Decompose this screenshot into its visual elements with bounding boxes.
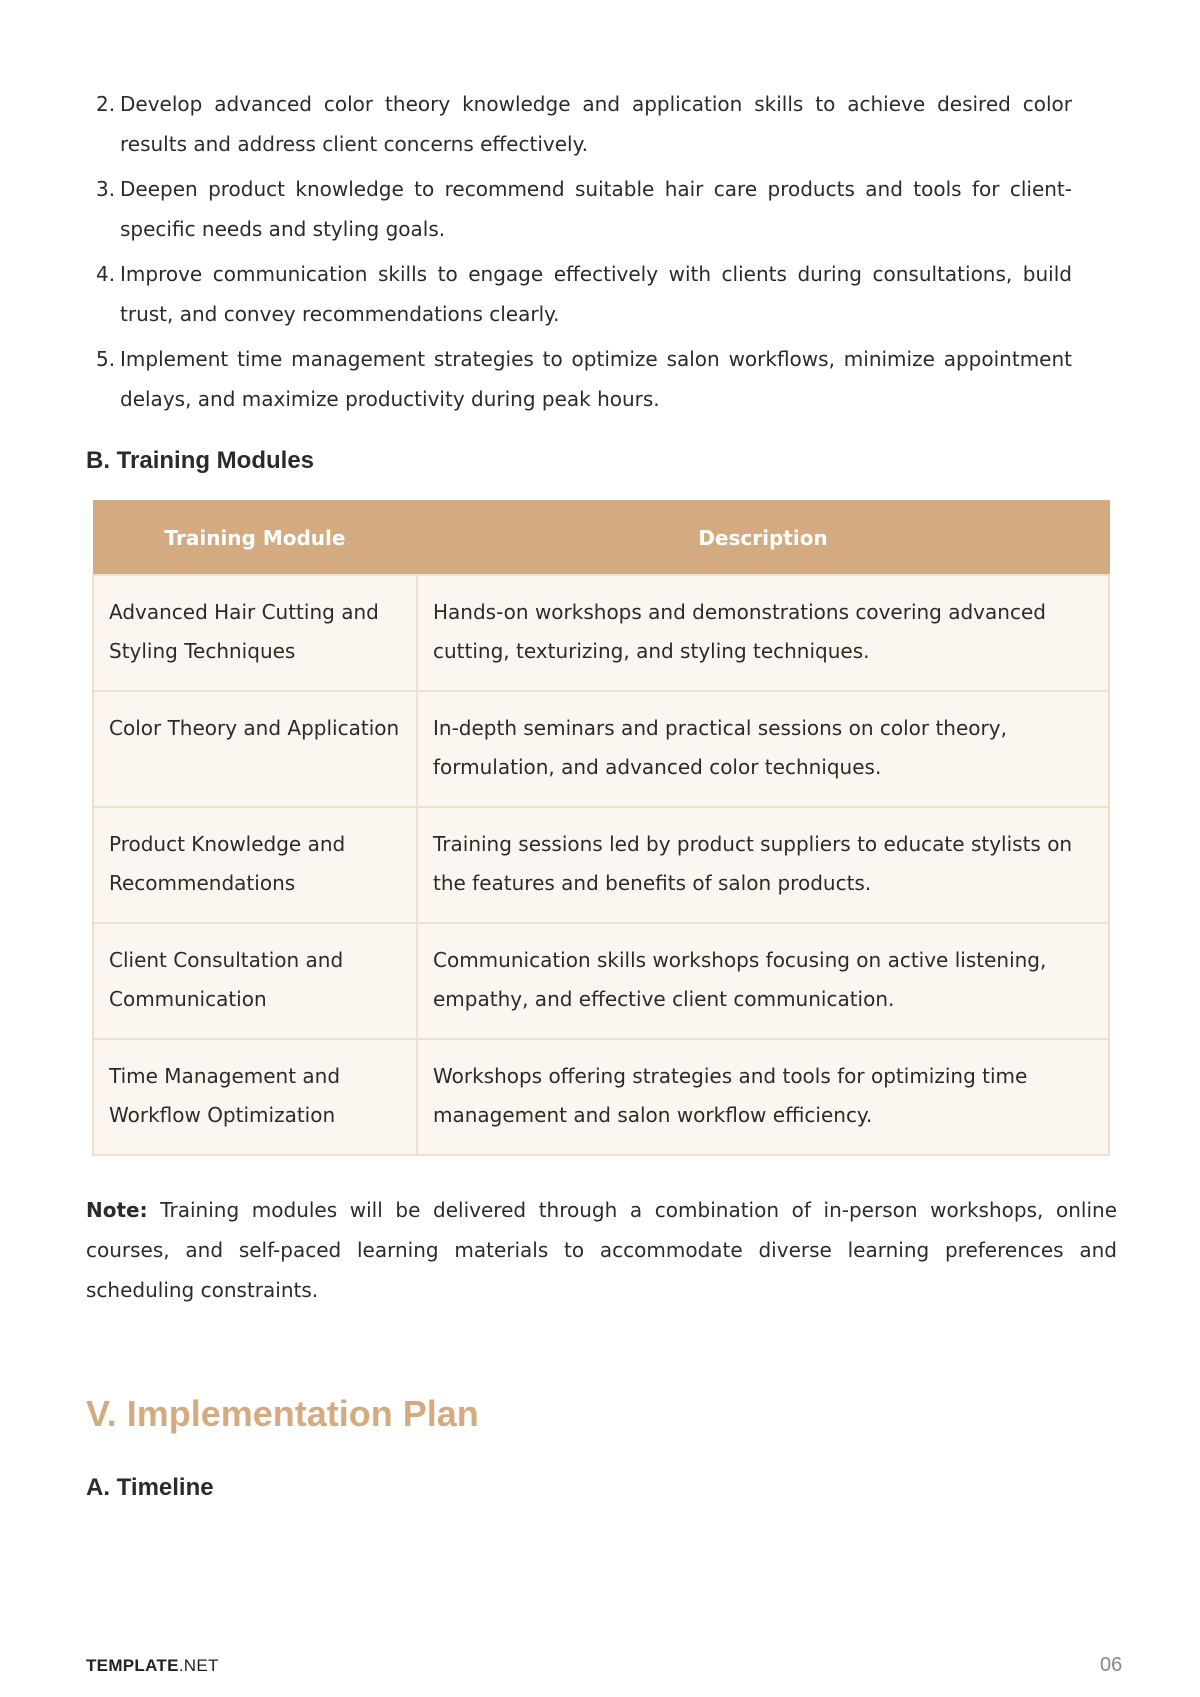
page-number: 06 bbox=[1100, 1654, 1123, 1676]
brand-suffix: .NET bbox=[178, 1656, 219, 1675]
list-item-text: Deepen product knowledge to recommend suitable hair care products and tools for client-specific needs and styling goals. bbox=[120, 177, 1072, 241]
module-cell: Time Management and Workflow Optimization bbox=[93, 1039, 417, 1155]
list-item bbox=[96, 84, 1072, 164]
column-header-module: Training Module bbox=[93, 501, 417, 576]
list-item bbox=[96, 339, 1072, 419]
list-item bbox=[96, 169, 1072, 249]
module-cell: Client Consultation and Communication bbox=[93, 923, 417, 1039]
footer-brand-logo bbox=[86, 1656, 219, 1676]
list-item-text: Develop advanced color theory knowledge and application skills to achieve desired color results and address client concerns effectively. bbox=[120, 92, 1072, 156]
training-modules-table bbox=[92, 500, 1110, 1156]
table-row bbox=[93, 807, 1109, 923]
table-row bbox=[93, 923, 1109, 1039]
table-row bbox=[93, 575, 1109, 691]
objectives-list bbox=[96, 84, 1072, 424]
table-header-row bbox=[93, 501, 1109, 576]
note-paragraph bbox=[86, 1190, 1117, 1310]
note-text: Training modules will be delivered through a combination of in-person workshops, online courses, and self-paced learning materials to accommodate diverse learning preferences and scheduling constraints. bbox=[86, 1198, 1117, 1302]
description-cell: Workshops offering strategies and tools for optimizing time management and salon workflow efficiency. bbox=[417, 1039, 1109, 1155]
timeline-heading: A. Timeline bbox=[86, 1474, 214, 1501]
brand-name: TEMPLATE bbox=[86, 1656, 179, 1675]
module-cell: Advanced Hair Cutting and Styling Techniques bbox=[93, 575, 417, 691]
description-cell: Hands-on workshops and demonstrations covering advanced cutting, texturizing, and styling techniques. bbox=[417, 575, 1109, 691]
column-header-description: Description bbox=[417, 501, 1109, 576]
list-item-number: 2. bbox=[96, 92, 116, 116]
description-cell: In-depth seminars and practical sessions on color theory, formulation, and advanced color techniques. bbox=[417, 691, 1109, 807]
module-cell: Color Theory and Application bbox=[93, 691, 417, 807]
list-item-text: Implement time management strategies to optimize salon workflows, minimize appointment delays, and maximize productivity during peak hours. bbox=[120, 347, 1072, 411]
list-item-number: 5. bbox=[96, 347, 116, 371]
list-item-text: Improve communication skills to engage effectively with clients during consultations, build trust, and convey recommendations clearly. bbox=[120, 262, 1072, 326]
note-label: Note: bbox=[86, 1198, 148, 1222]
description-cell: Communication skills workshops focusing on active listening, empathy, and effective client communication. bbox=[417, 923, 1109, 1039]
description-cell: Training sessions led by product suppliers to educate stylists on the features and benefits of salon products. bbox=[417, 807, 1109, 923]
list-item-number: 4. bbox=[96, 262, 116, 286]
implementation-plan-heading: V. Implementation Plan bbox=[86, 1393, 479, 1434]
table-row bbox=[93, 1039, 1109, 1155]
module-cell: Product Knowledge and Recommendations bbox=[93, 807, 417, 923]
list-item-number: 3. bbox=[96, 177, 116, 201]
training-modules-heading: B. Training Modules bbox=[86, 447, 315, 474]
table-row bbox=[93, 691, 1109, 807]
list-item bbox=[96, 254, 1072, 334]
